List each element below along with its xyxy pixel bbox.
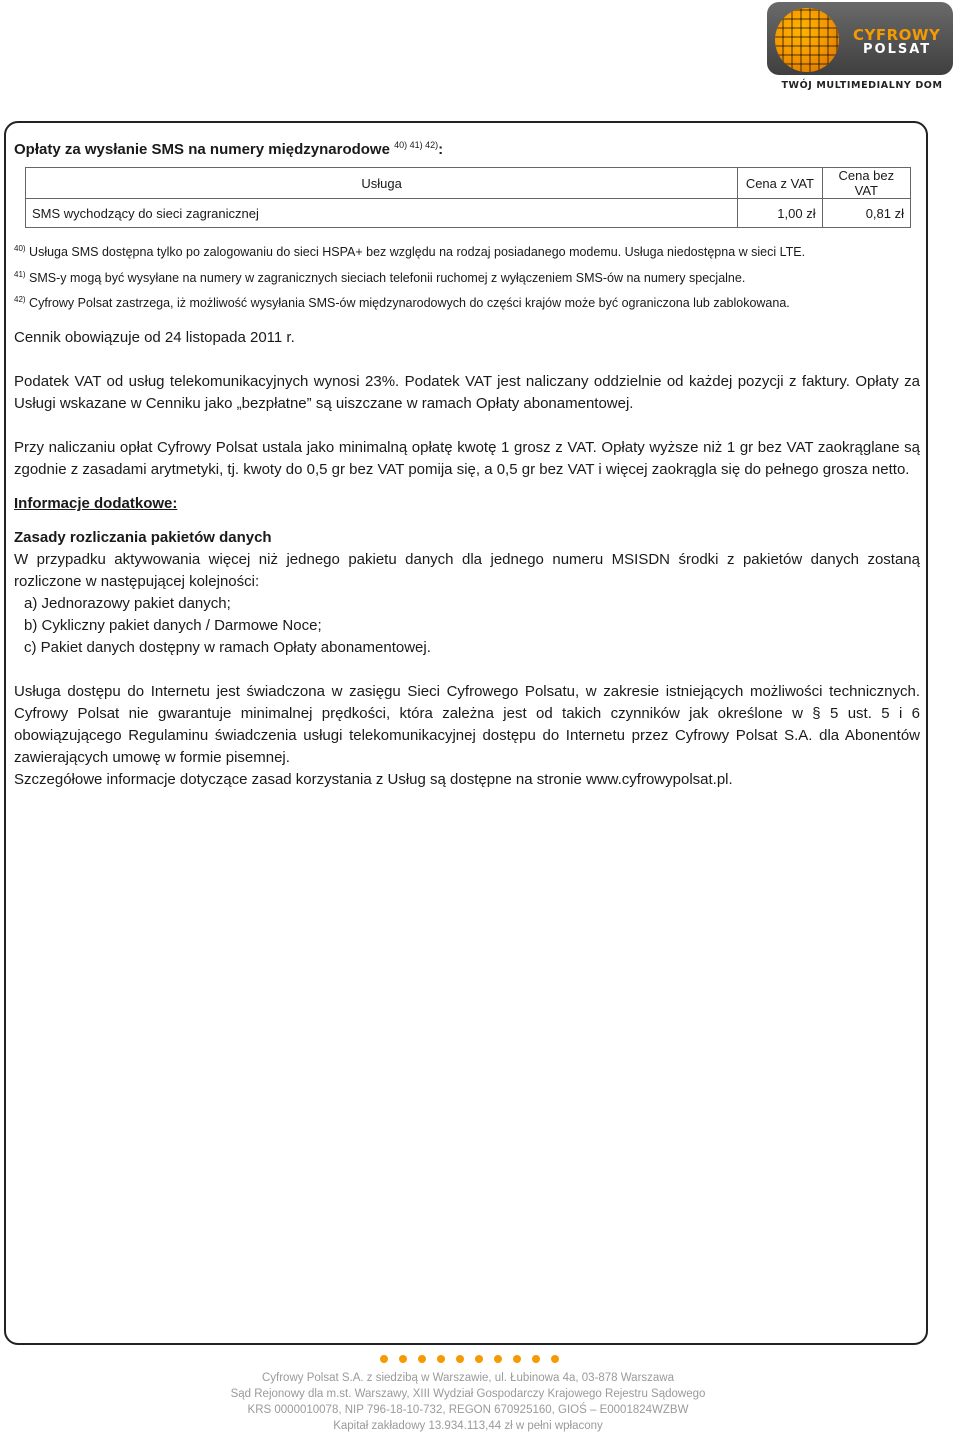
footer-dots (380, 1355, 580, 1365)
document-body (14, 327, 924, 791)
data-rules-heading: Zasady rozliczania pakietów danych (14, 528, 272, 546)
logo-word-cyfrowy: CYFROWY (853, 26, 941, 44)
header-price-net: Cena bez VAT (822, 168, 910, 199)
cell-price-net: 0,81 zł (822, 199, 910, 228)
footer-line-registry: KRS 0000010078, NIP 796-18-10-732, REGON 670925160, GIOŚ – E0001824WZBW (247, 1404, 689, 1416)
data-rules-intro: W przypadku aktywowania więcej niż jednego pakietu danych dla jednego numeru MSISDN środki z pakietów danych zostaną rozliczone w następującej kolejności: (14, 550, 920, 590)
sms-section-title: Opłaty za wysłanie SMS na numery międzynarodowe $^{40) 41) 42)}$: (14, 140, 444, 158)
list-item: b) Cykliczny pakiet danych / Darmowe Noce; (24, 616, 322, 634)
footnotes (14, 238, 924, 315)
sms-price-table (25, 167, 911, 228)
cell-price-vat: 1,00 zł (738, 199, 822, 228)
additional-info-heading: Informacje dodatkowe: (14, 494, 178, 512)
footnote-40: $^{40)}$ Usługa SMS dostępna tylko po zalogowaniu do sieci HSPA+ bez względu na rodzaj posiadanego modemu. Usługa niedostępna w sieci LTE. (14, 244, 806, 260)
logo-word-polsat: POLSAT (863, 42, 932, 57)
table-header-row (26, 168, 911, 199)
list-item: c) Pakiet danych dostępny w ramach Opłaty abonamentowej. (24, 638, 431, 656)
table-row (26, 199, 911, 228)
validity-date: Cennik obowiązuje od 24 listopada 2011 r. (14, 328, 295, 346)
header-price-vat: Cena z VAT (738, 168, 822, 199)
cyfrowy-polsat-logo (767, 0, 957, 92)
rounding-paragraph: Przy naliczaniu opłat Cyfrowy Polsat ustala jako minimalną opłatę kwotę 1 grosz z VAT. Opłaty wyższe niż 1 gr bez VAT zaokrąglane są zgodnie z zasadami arytmetyki, tj. kwoty do 0,5 gr bez VAT pomija się, a 0,5 gr bez VAT i więcej zaokrągla się do pełnego grosza netto. (14, 438, 920, 478)
title-footnote-refs: 40) 41) 42) (394, 140, 439, 150)
logo-badge (767, 2, 953, 75)
cell-service: SMS wychodzący do sieci zagranicznej (26, 199, 738, 228)
footnote-41: $^{41)}$ SMS-y mogą być wysyłane na numery w zagranicznych sieciach telefonii ruchomej z wyłączeniem SMS-ów na numery specjalne. (14, 269, 746, 285)
header-service: Usługa (26, 168, 738, 199)
document-content (14, 134, 924, 791)
internet-paragraph: Usługa dostępu do Internetu jest świadczona w zasięgu Sieci Cyfrowego Polsatu, w zakresie istniejących możliwości technicznych. Cyfrowy Polsat nie gwarantuje minimalnej prędkości, która zależna jest od takich czynników jak określone w § 5 ust. 5 i 6 obowiązującego Regulaminu świadczenia usługi telekomunikacyjnej dostępu do Internetu przez Cyfrowy Polsat S.A. dla Abonentów zawierających umowę w formie pisemnej. (14, 682, 920, 766)
logo-tagline: TWÓJ MULTIMEDIALNY DOM (781, 80, 943, 91)
footnote-42: $^{42)}$ Cyfrowy Polsat zastrzega, iż możliwość wysyłania SMS-ów międzynarodowych do części krajów może być ograniczona lub zablokowana. (14, 295, 790, 311)
footer-line-capital: Kapitał zakładowy 13.934.113,44 zł w pełni wpłacony (333, 1420, 603, 1432)
list-item: a) Jednorazowy pakiet danych; (24, 594, 231, 612)
company-footer (0, 1370, 936, 1434)
globe-icon (775, 8, 839, 72)
footer-line-court: Sąd Rejonowy dla m.st. Warszawy, XIII Wydział Gospodarczy Krajowego Rejestru Sądowego (230, 1388, 706, 1400)
details-line: Szczegółowe informacje dotyczące zasad korzystania z Usług są dostępne na stronie www.cyfrowypolsat.pl. (14, 770, 733, 788)
vat-paragraph: Podatek VAT od usług telekomunikacyjnych wynosi 23%. Podatek VAT jest naliczany oddzielnie od każdej pozycji z faktury. Opłaty za Usługi wskazane w Cenniku jako „bezpłatne” są uiszczane w ramach Opłaty abonamentowej. (14, 372, 920, 412)
footer-line-address: Cyfrowy Polsat S.A. z siedzibą w Warszawie, ul. Łubinowa 4a, 03-878 Warszawa (261, 1372, 675, 1384)
